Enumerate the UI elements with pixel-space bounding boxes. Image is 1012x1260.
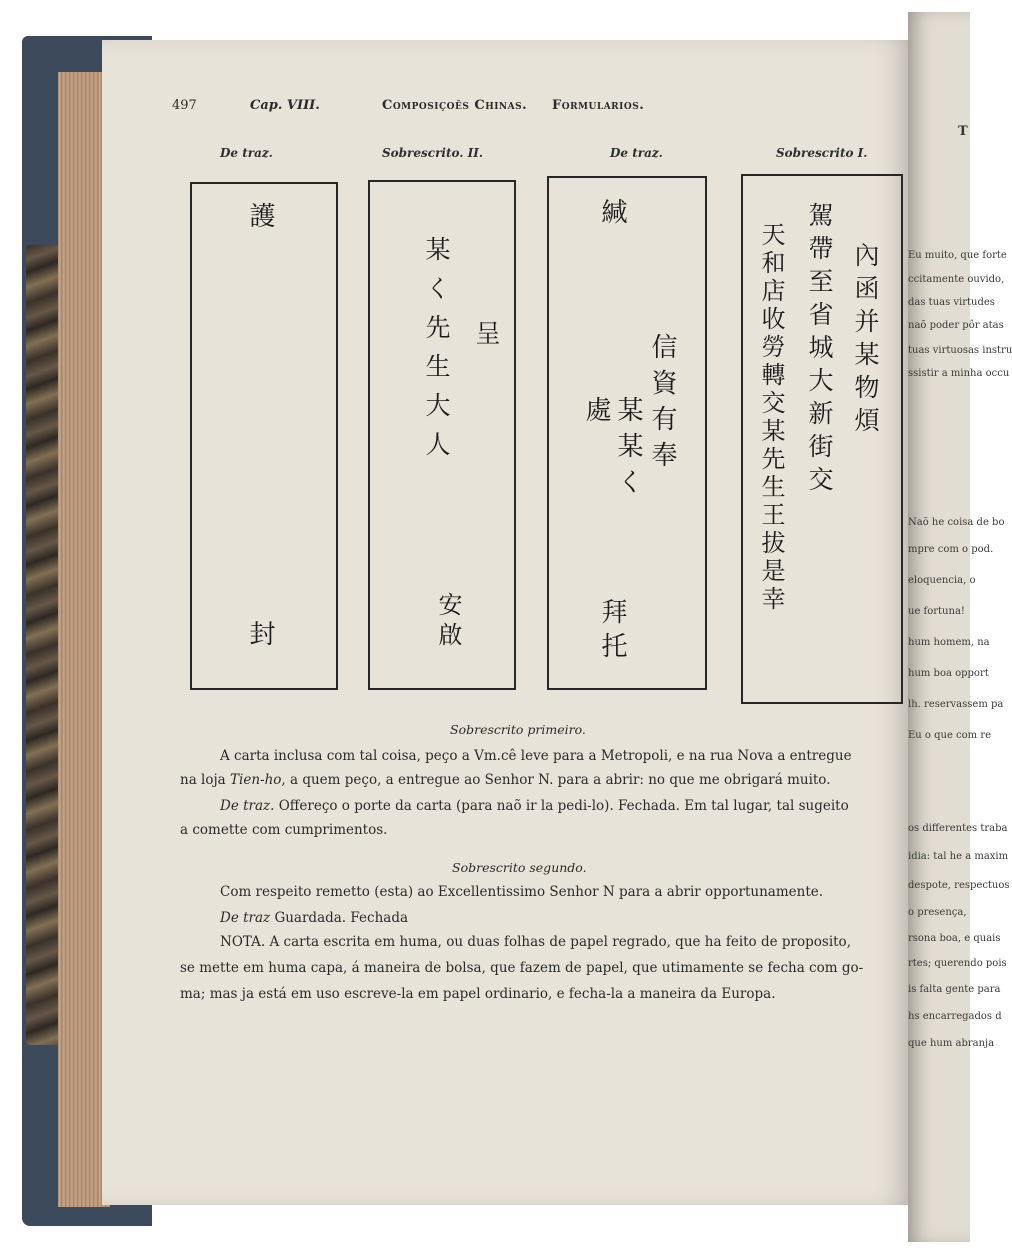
column-label-1: De traz. (220, 146, 273, 160)
envelope-4-line2: 駕帶至省城大新街交 (805, 202, 834, 499)
right-page-fragment: rsona boa, e quais (908, 933, 1001, 944)
right-page-fragment: naõ poder pôr atas (908, 320, 1004, 331)
running-title: Composiçoẽs Chinas. (382, 98, 528, 113)
envelope-3-top-char: 緘 (597, 198, 627, 232)
envelope-back-2 (190, 182, 338, 690)
right-page-fragment: lh. reservassem pa (908, 699, 1004, 710)
right-page-fragment: ssistir a minha occu (908, 368, 1010, 379)
note-line-3: ma; mas ja está em uso escreve-la em papel ordinario, e fecha-la a maneira da Europa. (180, 986, 776, 1002)
envelope-3-line2: 某某く (613, 396, 643, 504)
paragraph-4-line-1: De traz Guardada. Fechada (220, 910, 409, 926)
right-page-fragment: ccitamente ouvido, (908, 274, 1005, 285)
right-page-fragment: que hum abranja (908, 1038, 995, 1049)
right-page-fragment: hs encarregados d (908, 1011, 1002, 1022)
envelope-front-1 (741, 174, 903, 704)
right-page-fragment: rtes; querendo pois (908, 958, 1007, 969)
envelope-front-2 (368, 180, 516, 690)
right-page-fragment: mpre com o pod. (908, 544, 994, 555)
right-page-fragment: Eu o que com re (908, 730, 992, 741)
right-page-fragment: despote, respectuos (908, 880, 1010, 891)
right-page-fragment: o presença, (908, 907, 967, 918)
paragraph-2-line-1: De traz. Offereço o porte da carta (para naõ ir la pedi-lo). Fechada. Em tal lugar, tal sugeito (220, 798, 849, 814)
right-page-fragment: hum homem, na (908, 637, 990, 648)
right-page-fragment: os differentes traba (908, 823, 1008, 834)
envelope-4-line3: 內函并某物煩 (851, 242, 880, 440)
envelope-3-line4: 拜托 (597, 598, 627, 666)
right-page-fragment: hum boa opport (908, 668, 989, 679)
envelope-1-top-char: 護 (245, 202, 275, 236)
note-line-2: se mette em huma capa, á maneira de bolsa, que fazem de papel, que utimamente se fecha com go- (180, 960, 864, 976)
heading-second-envelope: Sobrescrito segundo. (452, 860, 587, 875)
right-page-fragment: eloquencia, o (908, 575, 976, 586)
envelope-2-addressee: 某く先生大人 (422, 236, 451, 470)
right-page-fragment: tuas virtuosas instru (908, 345, 1012, 356)
right-page-fragment: Eu muito, que forte (908, 250, 1007, 261)
column-label-4: Sobrescrito I. (776, 146, 868, 160)
envelope-4-line1: 天和店收勞轉交某先生王拔是幸 (757, 222, 785, 614)
envelope-2-present: 呈 (472, 320, 501, 353)
paragraph-3-line-1: Com respeito remetto (esta) ao Excellentissimo Senhor N para a abrir opportunamente. (220, 884, 824, 900)
paragraph-2-line-2: a comette com cumprimentos. (180, 822, 388, 838)
column-label-2: Sobrescrito. II. (382, 146, 484, 160)
heading-first-envelope: Sobrescrito primeiro. (450, 722, 586, 737)
right-page-fragment: ue fortuna! (908, 606, 965, 617)
envelope-3-line3: 處 (581, 396, 611, 430)
envelope-back-1 (547, 176, 707, 690)
paragraph-1-line-1: A carta inclusa com tal coisa, peço a Vm.cê leve para a Metropoli, e na rua Nova a entregue (220, 748, 852, 764)
right-page-fragment: idia: tal he a maxim (908, 851, 1009, 862)
right-page-title: T (958, 124, 968, 139)
right-page-fragment: Naõ he coisa de bo (908, 517, 1005, 528)
envelope-1-bottom-char: 封 (245, 620, 275, 654)
right-page (908, 12, 1012, 1242)
note-line-1: NOTA. A carta escrita em huma, ou duas folhas de papel regrado, que ha feito de proposito, (220, 934, 851, 950)
envelope-2-open: 安啟 (434, 592, 462, 652)
envelope-3-line1: 信資有奉 (647, 333, 677, 477)
paragraph-1-line-2: na loja Tien-ho, a quem peço, a entregue ao Senhor N. para a abrir: no que me obrigará muito. (180, 772, 831, 788)
running-title-2: Formularios. (552, 98, 645, 113)
chapter-heading: Cap. VIII. (250, 98, 320, 113)
column-label-3: De traz. (610, 146, 663, 160)
page-number: 497 (172, 98, 197, 113)
right-page-fragment: das tuas virtudes (908, 297, 995, 308)
right-page-fragment: is falta gente para (908, 984, 1001, 995)
